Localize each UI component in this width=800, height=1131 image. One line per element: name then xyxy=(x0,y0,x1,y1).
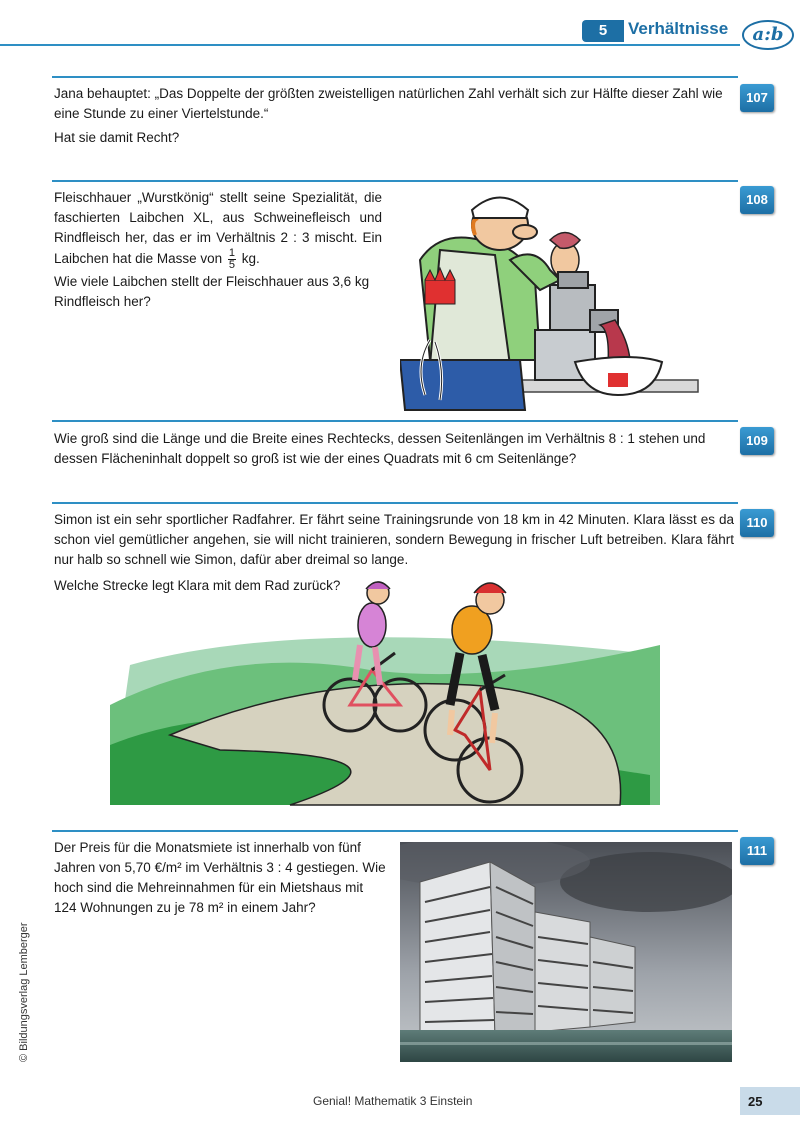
fraction xyxy=(228,248,236,271)
chapter-title: Verhältnisse xyxy=(628,19,729,38)
task-number-badge: 109 xyxy=(740,427,774,455)
task-110-question: Welche Strecke legt Klara mit dem Rad zurück? xyxy=(54,578,341,593)
page-number: 25 xyxy=(748,1094,763,1109)
ratio-logo-icon: a:b xyxy=(742,20,794,50)
task-111-text: Der Preis für die Monatsmiete ist innerhalb von fünf Jahren von 5,70 €/m² im Verhältnis 3 : 4 gestiegen. Wie hoch sind die Mehreinnahmen für ein Mietshaus mit 124 Wohnungen zu je 78 m² in einem Jahr? xyxy=(54,840,386,915)
task-number-badge: 107 xyxy=(740,84,774,112)
task-109-text: Wie groß sind die Länge und die Breite eines Rechtecks, dessen Seitenlängen im Verhältnis 8 : 1 stehen und dessen Flächeninhalt doppelt so groß ist wie der eines Quadrats mit 6 cm Seitenlänge? xyxy=(54,431,706,466)
task-108-text-main: Fleischhauer „Wurstkönig“ stellt seine Spezialität, die faschierten Laibchen XL, aus Schweinefleisch und Rindfleisch her, das er im Verhältnis 2 : 3 mischt. Ein Laibchen hat die Masse von xyxy=(54,190,382,267)
task-107-text: Jana behauptet: „Das Doppelte der größten zweistelligen natürlichen Zahl verhält sich zur Hälfte dieser Zahl wie eine Stunde zu einer Viertelstunde.“ xyxy=(54,86,723,121)
butcher-illustration xyxy=(400,190,700,412)
book-title: Genial! Mathematik 3 Einstein xyxy=(313,1094,473,1108)
fraction-denominator: 5 xyxy=(228,259,236,271)
apartment-building-photo xyxy=(400,842,732,1062)
task-separator xyxy=(52,76,738,78)
task-number-badge: 108 xyxy=(740,186,774,214)
task-number-badge: 111 xyxy=(740,837,774,865)
fraction-numerator: 1 xyxy=(228,247,236,259)
task-107-question: Hat sie damit Recht? xyxy=(54,130,180,145)
task-108-question: Wie viele Laibchen stellt der Fleischhauer aus 3,6 kg Rindfleisch her? xyxy=(54,274,370,309)
task-number-badge: 110 xyxy=(740,509,774,537)
task-separator xyxy=(52,830,738,832)
task-110-text: Simon ist ein sehr sportlicher Radfahrer. Er fährt seine Trainingsrunde von 18 km in 42 Minuten. Klara lässt es da schon viel gemütlicher angehen, sie will nicht trainieren, sondern Bewegung in frischer Luft betreiben. Klara fährt nur halb so schnell wie Simon, dafür aber dreimal so lange. xyxy=(54,512,734,567)
task-separator xyxy=(52,420,738,422)
copyright-notice: © Bildungsverlag Lemberger xyxy=(18,922,30,1062)
task-separator xyxy=(52,180,738,182)
chapter-number: 5 xyxy=(582,20,624,42)
task-separator xyxy=(52,502,738,504)
cyclists-illustration xyxy=(110,575,660,815)
task-108-text xyxy=(54,188,382,271)
header-rule xyxy=(0,44,740,46)
task-108-unit: kg. xyxy=(241,251,260,267)
